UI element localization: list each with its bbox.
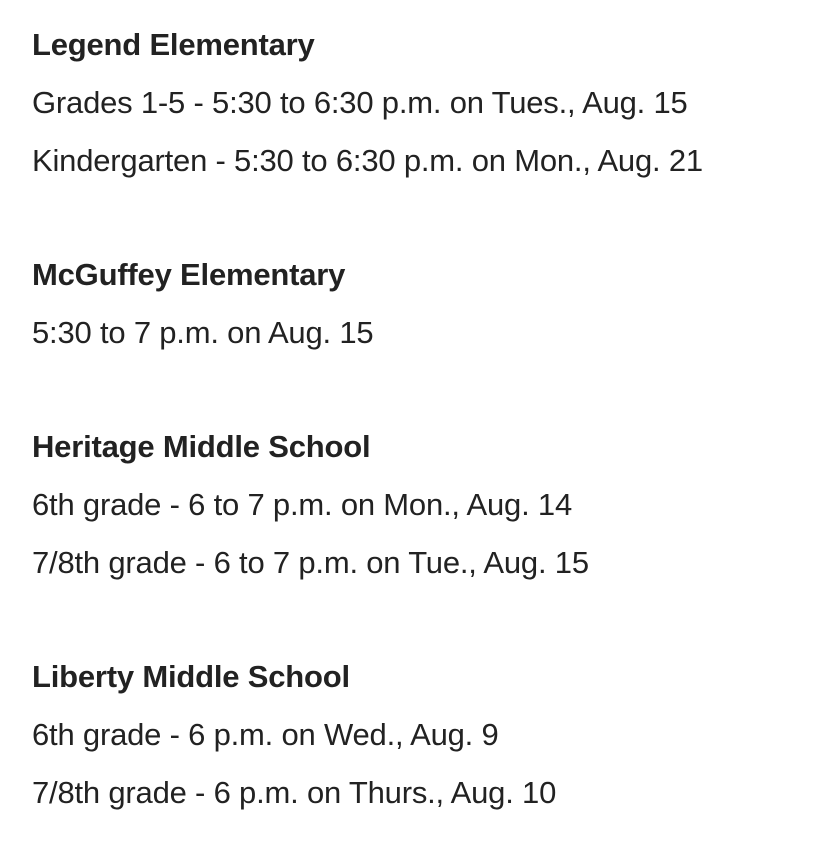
school-block-heritage xyxy=(32,418,822,592)
schedule-line: 6th grade - 6 p.m. on Wed., Aug. 9 xyxy=(32,717,499,752)
section-spacer xyxy=(32,592,822,648)
schedule-line: Kindergarten - 5:30 to 6:30 p.m. on Mon., Aug. 21 xyxy=(32,143,703,178)
schedule-line: 7/8th grade - 6 p.m. on Thurs., Aug. 10 xyxy=(32,775,557,810)
section-spacer xyxy=(32,362,822,418)
schedule-line: Grades 1-5 - 5:30 to 6:30 p.m. on Tues., Aug. 15 xyxy=(32,85,688,120)
school-name: Heritage Middle School xyxy=(32,429,371,464)
school-block-legend xyxy=(32,16,822,190)
schedule-line: 7/8th grade - 6 to 7 p.m. on Tue., Aug. 15 xyxy=(32,545,589,580)
school-name: Legend Elementary xyxy=(32,27,315,62)
school-name: McGuffey Elementary xyxy=(32,257,346,292)
schedule-line: 6th grade - 6 to 7 p.m. on Mon., Aug. 14 xyxy=(32,487,573,522)
school-block-liberty xyxy=(32,648,822,822)
schedule-line: 5:30 to 7 p.m. on Aug. 15 xyxy=(32,315,374,350)
section-spacer xyxy=(32,190,822,246)
school-block-mcguffey xyxy=(32,246,822,362)
school-name: Liberty Middle School xyxy=(32,659,350,694)
schedule-document xyxy=(32,0,822,822)
